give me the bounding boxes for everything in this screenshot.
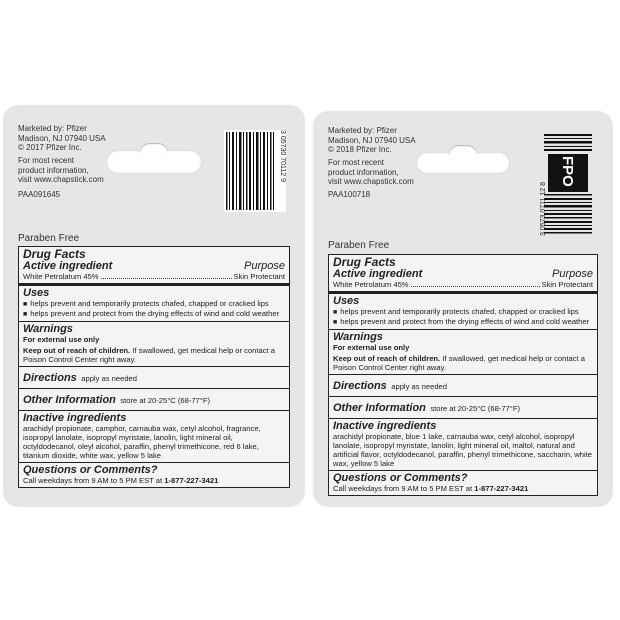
- inactive-ingredients-heading: Inactive ingredients: [23, 412, 127, 424]
- directions-section: [329, 375, 597, 397]
- barcode-bars: [224, 130, 276, 212]
- inactive-ingredients-heading: Inactive ingredients: [333, 420, 437, 432]
- questions-heading: Questions or Comments?: [333, 472, 468, 484]
- marketer-info: [18, 124, 106, 153]
- warnings-section: [329, 330, 597, 375]
- uses-section: [19, 286, 289, 322]
- warnings-section: [19, 322, 289, 367]
- paraben-free-label: Paraben Free: [18, 233, 80, 244]
- info-line: visit www.chapstick.com: [18, 175, 104, 184]
- drug-facts-panel: [18, 246, 290, 488]
- other-information-text: store at 20-25°C (68-77°F): [430, 404, 520, 413]
- other-information-heading: Other Information: [23, 394, 116, 406]
- directions-heading: Directions: [333, 380, 387, 392]
- uses-heading: Uses: [23, 287, 50, 299]
- children-warning: [333, 354, 593, 372]
- active-ingredient-name: White Petrolatum 45%: [23, 272, 99, 281]
- barcode: [224, 130, 286, 212]
- children-warning-text: If swallowed, get medical help or contact a Poison Control Center right away.: [333, 354, 585, 372]
- info-line: visit www.chapstick.com: [328, 177, 414, 186]
- directions-text: apply as needed: [81, 374, 137, 383]
- phone-number: 1-877-227-3421: [164, 476, 219, 485]
- marketer-line: Marketed by: Pfizer: [328, 126, 397, 135]
- use-item: ■ helps prevent and temporarily protects chafed, chapped or cracked lips: [333, 307, 593, 317]
- warnings-heading: Warnings: [23, 323, 73, 335]
- children-warning: [23, 346, 285, 364]
- use-item: ■ helps prevent and protect from the drying effects of wind and cold weather: [23, 309, 285, 319]
- drug-facts-header: [329, 255, 597, 294]
- questions-text: Call weekdays from 9 AM to 5 PM EST at: [23, 476, 165, 485]
- other-information-heading: Other Information: [333, 402, 426, 414]
- children-warning-bold: Keep out of reach of children.: [23, 346, 131, 355]
- children-warning-bold: Keep out of reach of children.: [333, 354, 441, 363]
- barcode: [536, 134, 602, 236]
- questions-text: Call weekdays from 9 AM to 5 PM EST at: [333, 484, 475, 493]
- uses-heading: Uses: [333, 295, 360, 307]
- package-code: PAA091645: [18, 190, 61, 199]
- marketer-line: Marketed by: Pfizer: [18, 124, 87, 133]
- other-information-section: [329, 397, 597, 419]
- questions-line: [333, 484, 593, 493]
- directions-heading: Directions: [23, 372, 77, 384]
- active-ingredient-heading: Active ingredient: [23, 260, 113, 272]
- info-line: product information,: [328, 167, 399, 177]
- leader-dots: [411, 280, 540, 287]
- other-information-text: store at 20-25°C (68-77°F): [120, 396, 210, 405]
- directions-text: apply as needed: [391, 382, 447, 391]
- active-ingredient-heading: Active ingredient: [333, 268, 423, 280]
- drug-facts-panel: [328, 254, 598, 496]
- phone-number: 1-877-227-3421: [474, 484, 529, 493]
- info-line: For most recent: [328, 158, 385, 167]
- left-package-card: [4, 106, 304, 506]
- purpose-heading: Purpose: [552, 268, 593, 280]
- use-item: ■ helps prevent and protect from the drying effects of wind and cold weather: [333, 317, 593, 327]
- marketer-line: Madison, NJ 07940 USA: [18, 133, 106, 143]
- right-package-card: [314, 112, 612, 506]
- inactive-ingredients-section: [19, 411, 289, 463]
- children-warning-text: If swallowed, get medical help or contact a Poison Control Center right away.: [23, 346, 275, 364]
- drug-facts-title: Drug Facts: [23, 247, 86, 261]
- paraben-free-label: Paraben Free: [328, 240, 390, 251]
- active-ingredient-purpose: Skin Protectant: [233, 272, 285, 281]
- questions-section: [19, 463, 289, 487]
- other-information-section: [19, 389, 289, 411]
- info-line: product information,: [18, 165, 89, 175]
- external-use-warning: For external use only: [333, 343, 410, 352]
- purpose-heading: Purpose: [244, 260, 285, 272]
- fpo-label: FPO: [559, 156, 576, 187]
- marketer-line: © 2017 Pfizer Inc.: [18, 143, 82, 152]
- barcode-digits: 3 05730 70112 9: [279, 130, 286, 183]
- active-ingredient-name: White Petrolatum 45%: [333, 280, 409, 289]
- directions-section: [19, 367, 289, 389]
- info-line: For most recent: [18, 156, 75, 165]
- hang-hole: [106, 150, 202, 174]
- uses-section: [329, 294, 597, 330]
- active-ingredient-purpose: Skin Protectant: [541, 280, 593, 289]
- external-use-warning: For external use only: [23, 335, 100, 344]
- package-code: PAA100718: [328, 190, 371, 199]
- marketer-info: [328, 126, 416, 155]
- leader-dots: [101, 272, 232, 279]
- fpo-box: [548, 154, 588, 192]
- questions-section: [329, 471, 597, 495]
- questions-line: [23, 476, 285, 485]
- drug-facts-title: Drug Facts: [333, 255, 396, 269]
- hang-hole: [416, 152, 510, 174]
- warnings-heading: Warnings: [333, 331, 383, 343]
- product-info: [18, 156, 104, 185]
- inactive-ingredients-section: [329, 419, 597, 471]
- barcode-digits: 3 0573 0711 12 8: [540, 182, 547, 236]
- drug-facts-header: [19, 247, 289, 286]
- inactive-ingredients-text: arachidyl propionate, camphor, carnauba wax, cetyl alcohol, fragrance, isopropyl lanolate, isopropyl myristate, lanolin, light mineral oil, octyldodecanol, oleyl alcohol, paraffin, phenyl trimethicone, red 6 lake, titanium dioxide, white wax, yellow 5 lake: [23, 424, 261, 460]
- use-item: ■ helps prevent and temporarily protects chafed, chapped or cracked lips: [23, 299, 285, 309]
- product-info: [328, 158, 414, 187]
- questions-heading: Questions or Comments?: [23, 464, 158, 476]
- marketer-line: © 2018 Pfizer Inc.: [328, 145, 392, 154]
- marketer-line: Madison, NJ 07940 USA: [328, 135, 416, 145]
- inactive-ingredients-text: arachidyl propionate, blue 1 lake, carnauba wax, cetyl alcohol, isopropyl lanolate, isopropyl myristate, lanolin, light mineral oil, maltol, natural and artificial flavor, octyldodecanol, paraffin, phenyl trimethicone, saccharin, white wax, yellow 5 lake: [333, 432, 593, 468]
